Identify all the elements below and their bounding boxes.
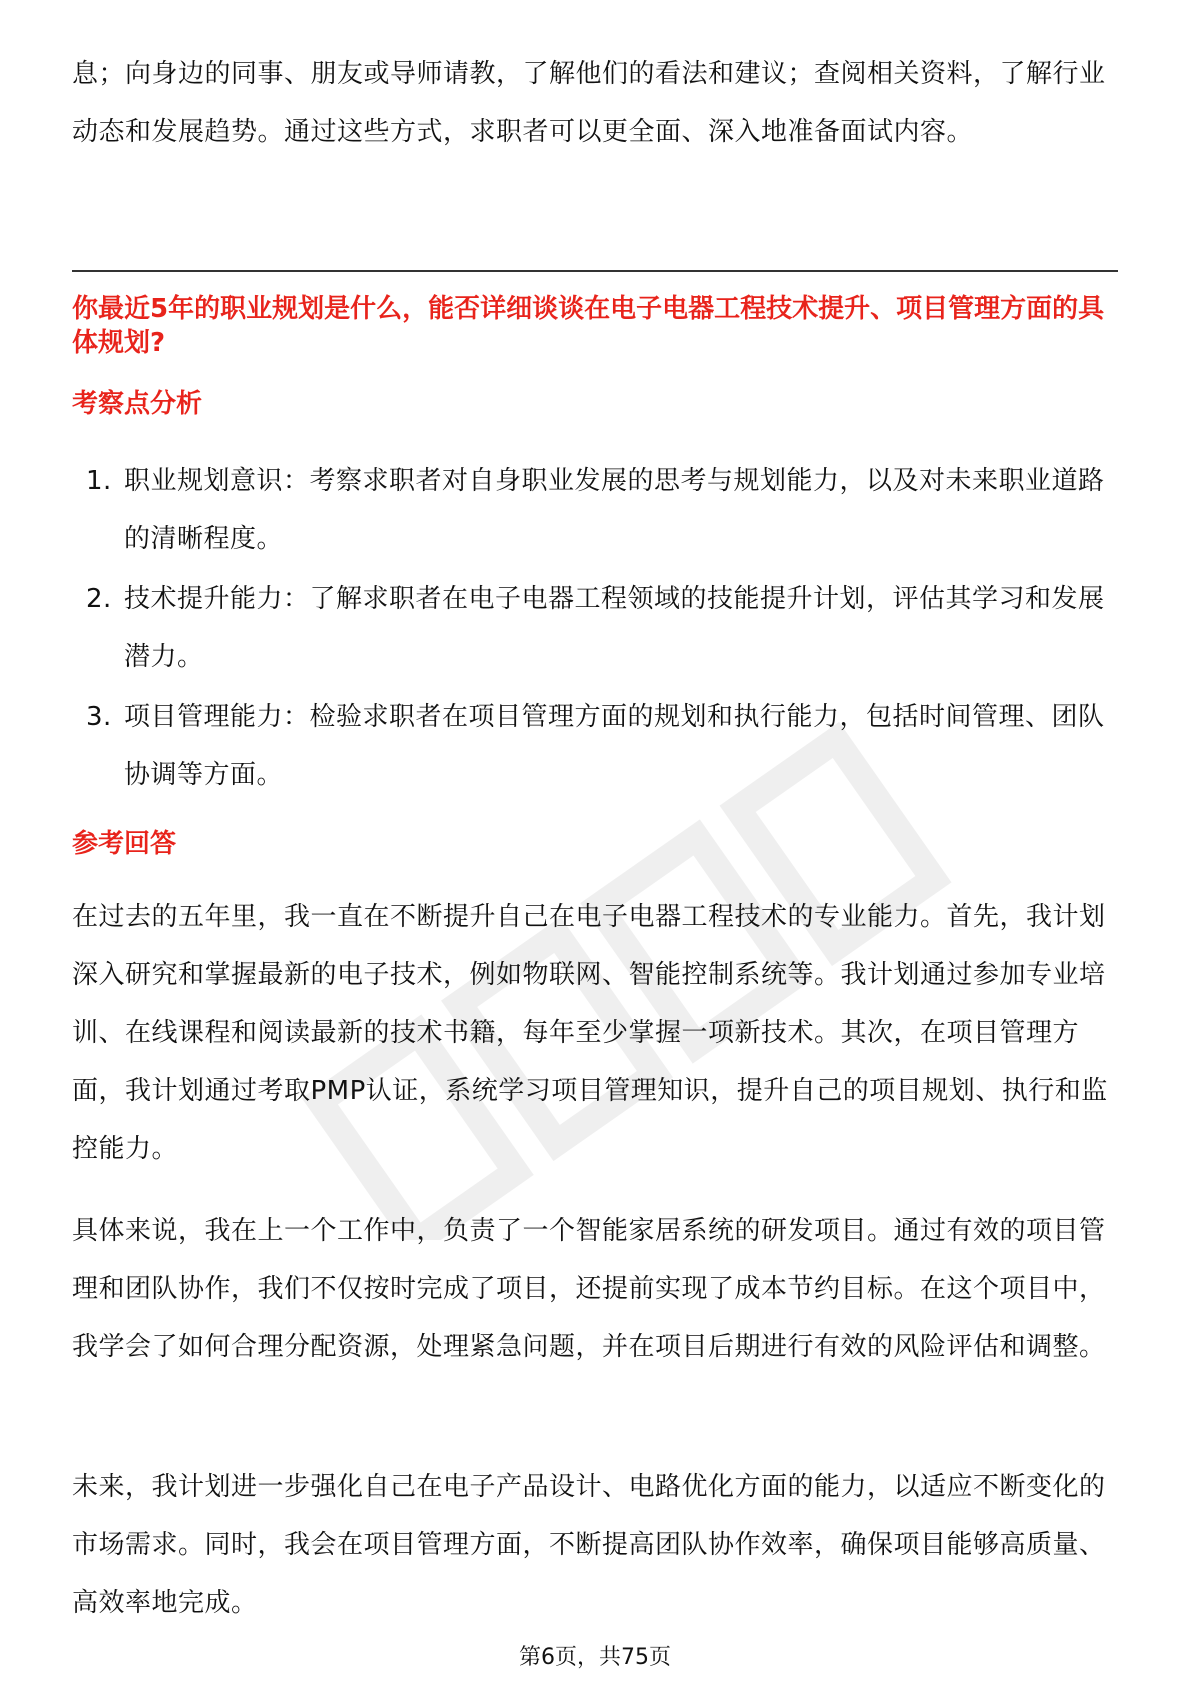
answer-paragraph: 在过去的五年里，我一直在不断提升自己在电子电器工程技术的专业能力。首先，我计划深入研究和掌握最新的电子技术，例如物联网、智能控制系统等。我计划通过参加专业培训、在线课程和阅读最新的技术书籍，每年至少掌握一项新技术。其次，在项目管理方面，我计划通过考取PMP认证，系统学习项目管理知识，提升自己的项目规划、执行和监控能力。 bbox=[72, 902, 1108, 1164]
question-title: 你最近5年的职业规划是什么，能否详细谈谈在电子电器工程技术提升、项目管理方面的具体规划? bbox=[72, 294, 1105, 358]
list-item-text: 技术提升能力：了解求职者在电子电器工程领域的技能提升计划，评估其学习和发展潜力。 bbox=[124, 584, 1105, 672]
analysis-heading: 考察点分析 bbox=[72, 389, 203, 419]
answer-heading: 参考回答 bbox=[72, 829, 177, 859]
page-number: 第6页，共75页 bbox=[519, 1645, 671, 1670]
intro-paragraph: 息；向身边的同事、朋友或导师请教，了解他们的看法和建议；查阅相关资料，了解行业动态和发展趋势。通过这些方式，求职者可以更全面、深入地准备面试内容。 bbox=[72, 59, 1106, 147]
list-item bbox=[72, 570, 1118, 686]
list-item-number: 1. bbox=[86, 466, 112, 496]
list-item-text: 项目管理能力：检验求职者在项目管理方面的规划和执行能力，包括时间管理、团队协调等方面。 bbox=[124, 702, 1105, 790]
answer-paragraph: 未来，我计划进一步强化自己在电子产品设计、电路优化方面的能力，以适应不断变化的市场需求。同时，我会在项目管理方面，不断提高团队协作效率，确保项目能够高质量、高效率地完成。 bbox=[72, 1472, 1106, 1618]
list-item-number: 3. bbox=[86, 702, 112, 732]
list-item bbox=[72, 452, 1118, 568]
analysis-list bbox=[72, 452, 1118, 806]
section-divider bbox=[72, 270, 1118, 272]
list-item-text: 职业规划意识：考察求职者对自身职业发展的思考与规划能力，以及对未来职业道路的清晰程度。 bbox=[124, 466, 1105, 554]
list-item bbox=[72, 688, 1118, 804]
list-item-number: 2. bbox=[86, 584, 112, 614]
answer-paragraph: 具体来说，我在上一个工作中，负责了一个智能家居系统的研发项目。通过有效的项目管理和团队协作，我们不仅按时完成了项目，还提前实现了成本节约目标。在这个项目中，我学会了如何合理分配资源，处理紧急问题，并在项目后期进行有效的风险评估和调整。 bbox=[72, 1216, 1106, 1362]
